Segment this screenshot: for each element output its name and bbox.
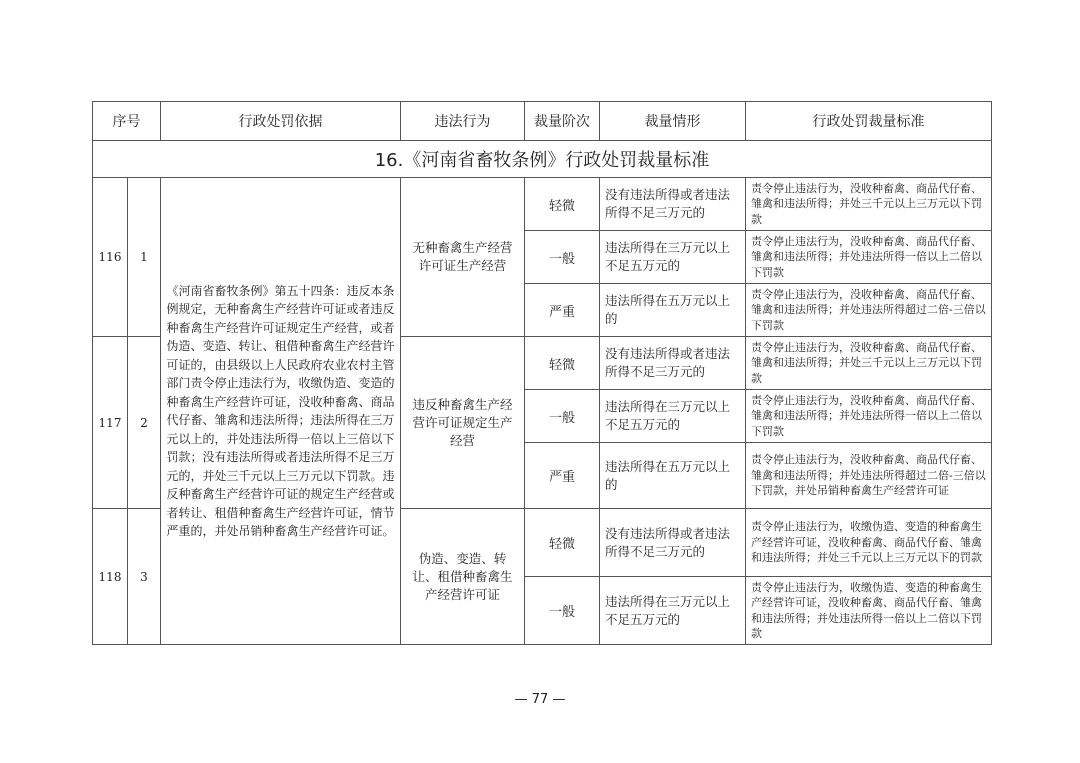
item-sub-number: 2: [128, 337, 161, 509]
penalty-standard: 责令停止违法行为，没收种畜禽、商品代仔畜、雏禽和违法所得；并处三千元以上三万元以下罚款: [746, 178, 992, 231]
penalty-table: [92, 101, 992, 645]
discretion-level: 一般: [525, 390, 600, 443]
page-number: — 77 —: [514, 692, 566, 707]
discretion-condition: 违法所得在三万元以上不足五万元的: [600, 577, 746, 645]
discretion-condition: 违法所得在五万元以上的: [600, 443, 746, 509]
item-number: 118: [93, 509, 128, 645]
discretion-level: 一般: [525, 577, 600, 645]
item-sub-number: 1: [128, 178, 161, 337]
discretion-condition: 没有违法所得或者违法所得不足三万元的: [600, 337, 746, 390]
penalty-standard: 责令停止违法行为，收缴伪造、变造的种畜禽生产经营许可证，没收种畜禽、商品代仔畜、雏禽和违法所得；并处三千元以上三万元以下的罚款: [746, 509, 992, 577]
discretion-level: 轻微: [525, 509, 600, 577]
item-number: 117: [93, 337, 128, 509]
penalty-basis-text: 《河南省畜牧条例》第五十四条：违反本条例规定，无种畜禽生产经营许可证或者违反种畜禽生产经营许可证规定生产经营，或者伪造、变造、转让、租借种畜禽生产经营许可证的，由县级以上人民政府农业农村主管部门责令停止违法行为，收缴伪造、变造的种畜禽生产经营许可证，没收种畜禽、商品代仔畜、雏禽和违法所得；违法所得在三万元以上的，并处违法所得一倍以上三倍以下罚款；没有违法所得或者违法所得不足三万元的，并处三千元以上三万元以下罚款。违反种畜禽生产经营许可证的规定生产经营或者转让、租借种畜禽生产经营许可证，情节严重的，并处吊销种畜禽生产经营许可证。: [161, 178, 401, 645]
penalty-standard: 责令停止违法行为，没收种畜禽、商品代仔畜、雏禽和违法所得；并处三千元以上三万元以下罚款: [746, 337, 992, 390]
penalty-standard: 责令停止违法行为，收缴伪造、变造的种畜禽生产经营许可证，没收种畜禽、商品代仔畜、雏禽和违法所得；并处违法所得一倍以上二倍以下罚款: [746, 577, 992, 645]
discretion-condition: 违法所得在三万元以上不足五万元的: [600, 390, 746, 443]
table-row: [93, 178, 992, 231]
penalty-standard: 责令停止违法行为，没收种畜禽、商品代仔畜、雏禽和违法所得；并处违法所得超过二倍-三倍以下罚款: [746, 284, 992, 337]
discretion-condition: 违法所得在三万元以上不足五万元的: [600, 231, 746, 284]
header-seq: 序号: [93, 102, 161, 141]
discretion-level: 严重: [525, 443, 600, 509]
violation-act: 伪造、变造、转让、租借种畜禽生产经营许可证: [401, 509, 525, 645]
penalty-standard: 责令停止违法行为，没收种畜禽、商品代仔畜、雏禽和违法所得；并处违法所得一倍以上二倍以下罚款: [746, 231, 992, 284]
discretion-level: 轻微: [525, 178, 600, 231]
item-sub-number: 3: [128, 509, 161, 645]
discretion-level: 一般: [525, 231, 600, 284]
discretion-level: 严重: [525, 284, 600, 337]
header-basis: 行政处罚依据: [161, 102, 401, 141]
header-condition: 裁量情形: [600, 102, 746, 141]
penalty-standard: 责令停止违法行为，没收种畜禽、商品代仔畜、雏禽和违法所得；并处违法所得超过二倍-三倍以下罚款，并处吊销种畜禽生产经营许可证: [746, 443, 992, 509]
violation-act: 违反种畜禽生产经营许可证规定生产经营: [401, 337, 525, 509]
section-title-row: [93, 141, 992, 178]
discretion-condition: 违法所得在五万元以上的: [600, 284, 746, 337]
section-title: 16.《河南省畜牧条例》行政处罚裁量标准: [93, 141, 992, 178]
header-standard: 行政处罚裁量标准: [746, 102, 992, 141]
penalty-standard: 责令停止违法行为，没收种畜禽、商品代仔畜、雏禽和违法所得；并处违法所得一倍以上二倍以下罚款: [746, 390, 992, 443]
header-level: 裁量阶次: [525, 102, 600, 141]
header-row: [93, 102, 992, 141]
discretion-level: 轻微: [525, 337, 600, 390]
item-number: 116: [93, 178, 128, 337]
header-act: 违法行为: [401, 102, 525, 141]
violation-act: 无种畜禽生产经营许可证生产经营: [401, 178, 525, 337]
discretion-condition: 没有违法所得或者违法所得不足三万元的: [600, 178, 746, 231]
discretion-condition: 没有违法所得或者违法所得不足三万元的: [600, 509, 746, 577]
